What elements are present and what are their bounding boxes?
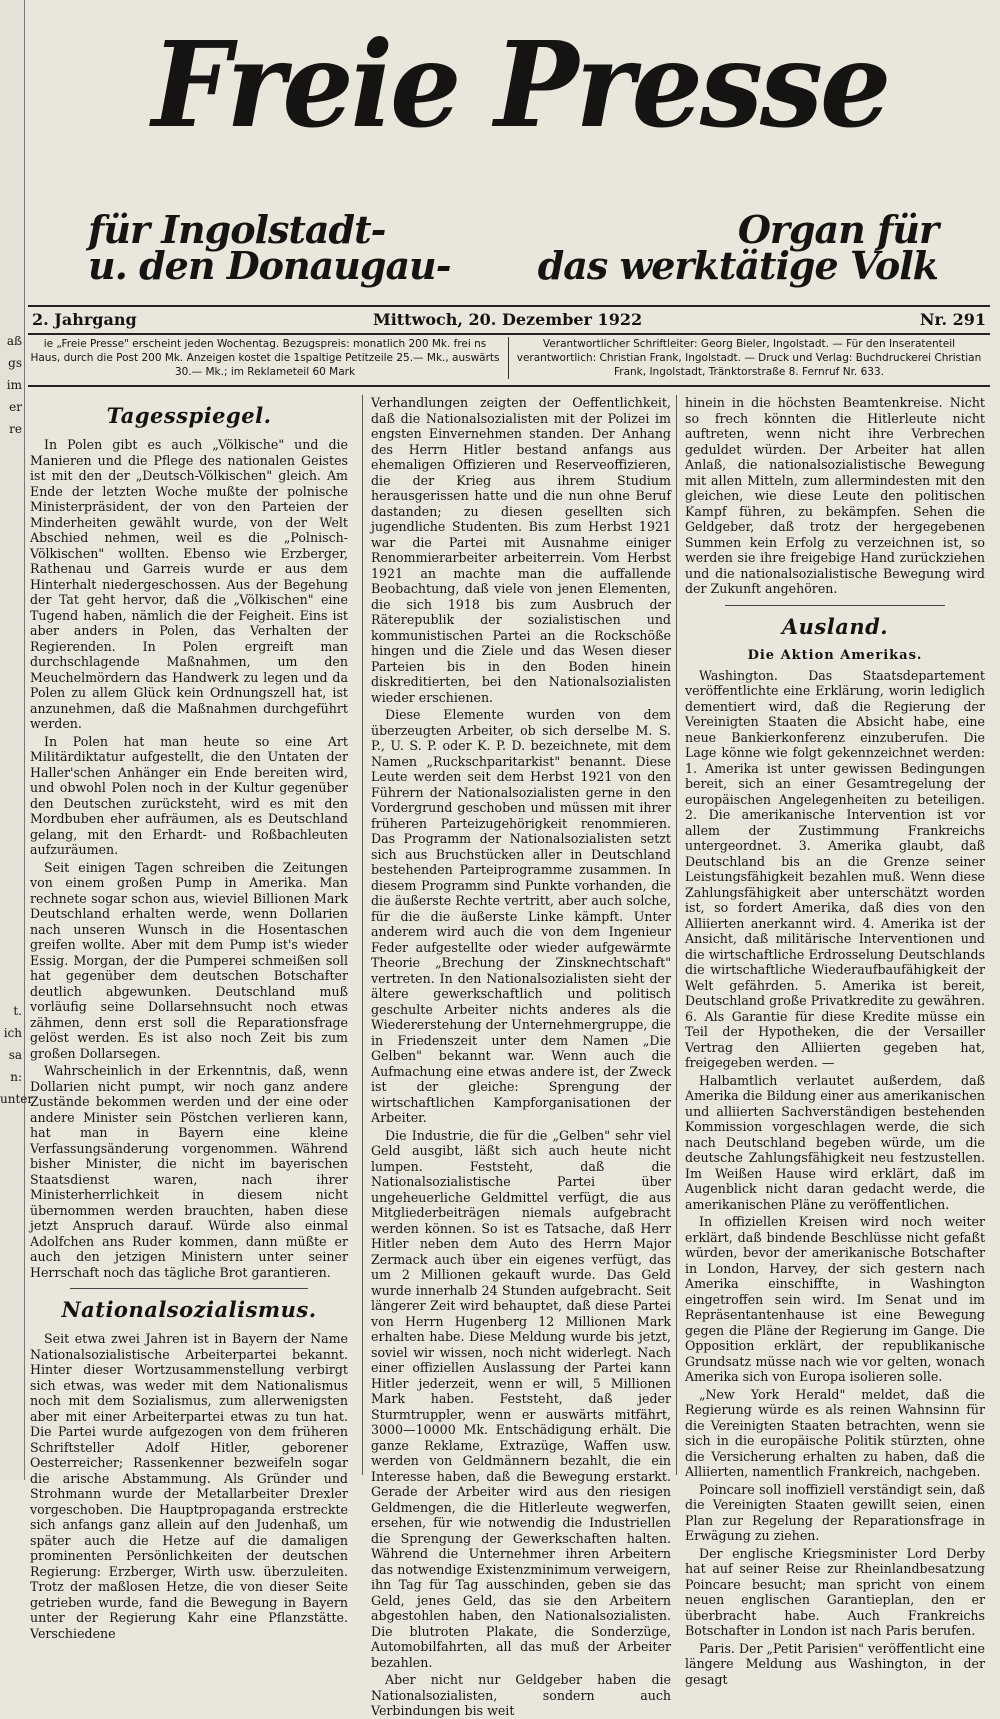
- section-heading-tagesspiegel: Tagesspiegel.: [106, 403, 272, 428]
- section-divider: [725, 605, 945, 606]
- article-paragraph: Aber nicht nur Geldgeber haben die Nationalsozialisten, sondern auch Verbindungen bis weit: [371, 1672, 671, 1718]
- section-heading-ausland: Ausland.: [781, 613, 889, 639]
- article-paragraph: „New York Herald" meldet, daß die Regierung würde es als reinen Wahnsinn für die Vereinigten Staaten betrachten, wenn sie sich in die europäische Politik stürzten, ohne die Versicherung erhalten zu haben, daß die Alliierten, namentlich Frankreich, nachgeben.: [685, 1386, 985, 1479]
- edge-fragment: n:: [10, 1070, 22, 1084]
- article-paragraph: Seit einigen Tagen schreiben die Zeitungen von einem großen Pump in Amerika. Man rechnete sogar schon aus, wieviel Billionen Mark Deutschland erhalten werde, wenn Dollarien nach unseren Wunsch in die Hosentaschen greifen wollte. Aber mit dem Pump ist's wieder Essig. Morgan, der die Pumperei schmeißen soll hat gegenüber dem deutschen Botschafter deutlich abgewunken. Deutschland muß vorläufig seine Dollarsehnsucht noch etwas zähmen, denn erst soll die Reparationsfrage gelöst werden. Es ist also noch Zeit bis zum großen Dollarsegen.: [30, 859, 348, 1061]
- publisher-info: Verantwortlicher Schriftleiter: Georg Bieler, Ingolstadt. — Für den Inseratenteil verantwortlich: Christian Frank, Ingolstadt. — Druck und Verlag: Buchdruckerei Christian Frank, Ingolstadt, Tränktorstraße 8. Fernruf Nr. 633.: [508, 337, 989, 379]
- edge-fragment: ich: [3, 1026, 22, 1040]
- subscription-info: ie „Freie Presse" erscheint jeden Wochentag. Bezugspreis: monatlich 200 Mk. frei ns Haus, durch die Post 200 Mk. Anzeigen kostet die 1spaltige Petitzeile 25.— Mk., auswärts 30.— Mk.; im Reklameteil 60 Mark: [30, 338, 500, 378]
- article-paragraph: Paris. Der „Petit Parisien" veröffentlicht eine längere Meldung aus Washington, in der gesagt: [685, 1640, 985, 1687]
- article-paragraph: Wahrscheinlich in der Erkenntnis, daß, wenn Dollarien nicht pumpt, wir noch ganz andere Zustände bekommen werden und der eine oder andere Minister sein Pöstchen verlieren kann, hat man in Bayern eine kleine Verfassungsänderung vorgenommen. Während bisher Minister, die nicht im bayerischen Staatsdienst waren, nach ihrer Ministerherrlichkeit in diesem nicht übernommen werden brauchten, haben diese jetzt Anspruch darauf. Würde also einmal Adolfchen ans Ruder kommen, dann müßte er auch den jetzigen Ministern unter seiner Herrschaft noch das tägliche Brot garantieren.: [30, 1063, 348, 1280]
- article-paragraph: hinein in die höchsten Beamtenkreise. Nicht so frech könnten die Hitlerleute nicht auftreten, wenn nicht ihre Verbrechen geduldet würden. Der Arbeiter hat allen Anlaß, die nationalsozialistische Bewegung mit allen Mitteln, zum allermindesten mit den gleichen, wie diese Leute den politischen Kampf führen, zu bekämpfen. Sehen die Geldgeber, daß trotz der hergegebenen Summen kein Erfolg zu verzeichnen ist, so werden sie ihre freigebige Hand zurückziehen und die nationalsozialistische Bewegung wird der Zukunft angehören.: [685, 395, 985, 596]
- edge-fragment: sa: [8, 1048, 22, 1062]
- edge-fragment: er: [9, 400, 22, 414]
- edge-fragment: im: [6, 378, 22, 392]
- edge-fragment: re: [9, 422, 22, 436]
- article-paragraph: Halbamtlich verlautet außerdem, daß Amerika die Bildung einer aus amerikanischen und alliierten Sachverständigen bestehenden Kommission vorgeschlagen werde, die sich nach Deutschland begeben würde, um die deutsche Zahlungsfähigkeit neu festzustellen. Im Weißen Hause wird erklärt, daß im Augenblick nicht daran gedacht werde, die amerikanischen Pläne zu veröffentlichen.: [685, 1072, 985, 1212]
- column-1: [30, 395, 348, 1641]
- header-rule: [28, 385, 990, 387]
- article-paragraph: Poincare soll inoffiziell verständigt sein, daß die Vereinigten Staaten gewillt seien, einen Plan zur Regelung der Reparationsfrage in Erwägung zu ziehen.: [685, 1481, 985, 1543]
- subtitle-left-line-1: für Ingolstadt-: [88, 207, 386, 252]
- edge-fragment: t.: [13, 1004, 22, 1018]
- masthead-title: Freie Presse: [151, 16, 889, 155]
- section-heading-nationalsozialismus: Nationalsozialismus.: [61, 1297, 317, 1322]
- masthead-subtitle-left: [88, 207, 508, 288]
- article-paragraph: In Polen gibt es auch „Völkische" und die Manieren und die Pflege des nationalen Geistes ist mit den der „Deutsch-Völkischen" gleich. Am Ende der letzten Woche mußte der polnische Ministerpräsident, der von den Parteien der Minderheiten gewählt wurde, von der Welt Abschied nehmen, weil es die „Polnisch-Völkischen" wollten. Ebenso wie Erzberger, Rathenau und Garreis wurde er aus dem Hinterhalt niedergeschossen. Aus der Begehung der Tat geht hervor, daß die „Völkischen" eine Tugend haben, nämlich die der Feigheit. Eins ist aber anders in Polen, das Verhalten der Regierenden. In Polen ergreift man durchschlagende Maßnahmen, um den Meuchelmördern das Handwerk zu legen und da Polen zu allem Glück kein Ordnungszell hat, ist anzunehmen, daß die Maßnahmen durchgeführt werden.: [30, 437, 348, 731]
- dateline-bar: [28, 305, 990, 335]
- article-paragraph: Die Industrie, die für die „Gelben" sehr viel Geld ausgibt, läßt sich auch heute nicht lumpen. Feststeht, daß die Nationalsozialistische Partei über ungeheuerliche Geldmittel verfügt, die aus Mitgliederbeiträgen niemals aufgebracht werden können. So ist es Tatsache, daß Herr Hitler neben dem Auto des Herrn Major Zermack auch über ein eigenes verfügt, das um 2 Millionen gekauft wurde. Das Geld wurde innerhalb 24 Stunden aufgebracht. Seit längerer Zeit wird behauptet, daß diese Partei von Herrn Hugenberg 12 Millionen Mark erhalten habe. Diese Meldung wurde bis jetzt, soviel wir wissen, noch nicht widerlegt. Nach einer offiziellen Auslassung der Partei kann Hitler jederzeit, wenn er will, 5 Millionen Mark haben. Feststeht, daß jeder Sturmtruppler, wenn er auswärts mitfährt, 3000—10000 Mk. Entschädigung erhält. Die ganze Reklame, Extrazüge, Waffen usw. werden von Geldmännern bezahlt, die ein Interesse haben, daß die Bewegung erstarkt. Gerade der Arbeiter wird aus den riesigen Geldmengen, die die Hitlerleute wegwerfen, ersehen, für wie notwendig die Industriellen die Sprengung der Gewerkschaften halten. Während die Unternehmer ihren Arbeitern das notwendige Existenzminimum verweigern, ihn Tag für Tag ausschinden, geben sie das Geld, jenes Geld, das sie den Arbeitern abgestohlen haben, den Nationalsozialisten. Die blutroten Plakate, die Sonderzüge, Automobilfahrten, all das muß der Arbeiter bezahlen.: [371, 1127, 671, 1670]
- section-divider: [70, 1288, 308, 1289]
- article-paragraph: Washington. Das Staatsdepartement veröffentlichte eine Erklärung, worin lediglich dementiert wird, daß die Regierung der Vereinigten Staaten die Absicht habe, eine neue Bankierkonferenz einzuberufen. Die Lage könne wie folgt gekennzeichnet werden: 1. Amerika ist unter gewissen Bedingungen bereit, sich an einer Gesamtregelung der europäischen Angelegenheiten zu beteiligen. 2. Die amerikanische Intervention ist vor allem der Zustimmung Frankreichs untergeordnet. 3. Amerika glaubt, daß Deutschland bis an die Grenze seiner Leistungsfähigkeit bezahlen muß. Wenn diese Zahlungsfähigkeit aber unterschätzt worden ist, so fordert Amerika, daß dies von den Alliierten anerkannt wird. 4. Amerika ist der Ansicht, daß militärische Interventionen und die wirtschaftliche Erdrosselung Deutschlands die wirtschaftliche Wiederaufbaufähigkeit der Welt gefährden. 5. Amerika ist bereit, Deutschland große Privatkredite zu gewähren. 6. Als Garantie für diese Kredite müsse ein Teil der Hypotheken, die der Versailler Vertrag den Alliierten gegeben hat, freigegeben werden. —: [685, 667, 985, 1070]
- adjacent-page-edge: [0, 0, 34, 1480]
- edge-fragment: unter: [0, 1092, 34, 1106]
- volume-label: 2. Jahrgang: [32, 310, 137, 329]
- column-3: [676, 395, 985, 1687]
- subtitle-left-line-2: u. den Donaugau-: [88, 243, 451, 288]
- article-paragraph: Diese Elemente wurden von dem überzeugten Arbeiter, ob sich derselbe M. S. P., U. S. P. oder K. P. D. bezeichnete, mit dem Namen „Ruckschparitarkist" benannt. Diese Leute werden seit dem Herbst 1921 von den Führern der Nationalsozialisten gerne in den Vordergrund geschoben und müssen mit ihrer früheren Parteizugehörigkeit renommieren. Das Programm der Nationalsozialisten setzt sich aus Bruchstücken aller in Deutschland bestehenden Parteiprogramme zusammen. In diesem Programm sind Punkte vorhanden, die die äußerste Rechte vertritt, aber auch solche, für die die äußerste Linke kämpft. Unter anderem wird auch die von dem Ingenieur Feder aufgestellte oder wieder aufgewärmte Theorie „Brechung der Zinsknechtschaft" vertreten. In den Nationalsozialisten sieht der ältere gewerkschaftlich und politisch geschulte Arbeiter nichts anderes als die Wiedererstehung der Unternehmergruppe, die in Friedenszeit unter dem Namen „Die Gelben" bekannt war. Wenn auch die Aufmachung eine etwas andere ist, der Zweck ist der gleiche: Sprengung der wirtschaftlichen Kampforganisationen der Arbeiter.: [371, 707, 671, 1125]
- article-paragraph: Der englische Kriegsminister Lord Derby hat auf seiner Reise zur Rheinlandbesatzung Poincare besucht; man spricht von einem neuen englischen Garantieplan, den er überbracht habe. Auch Frankreichs Botschafter in London ist nach Paris berufen.: [685, 1545, 985, 1638]
- issue-date: Mittwoch, 20. Dezember 1922: [373, 310, 643, 329]
- column-2: [362, 395, 671, 1718]
- subheading-aktion-amerikas: Die Aktion Amerikas.: [747, 647, 923, 663]
- issue-number: Nr. 291: [919, 310, 986, 329]
- subtitle-right-line-1: Organ für: [737, 207, 938, 252]
- article-paragraph: Seit etwa zwei Jahren ist in Bayern der Name Nationalsozialistische Arbeiterpartei bekannt. Hinter dieser Wortzusammenstellung verbirgt sich etwas, was weder mit dem Nationalismus noch mit dem Sozialismus, zum allerwenigsten aber mit einer Arbeiterpartei etwas zu tun hat. Die Partei wurde aufgezogen von dem früheren Schriftsteller Adolf Hitler, geborener Oesterreicher; Rassenkenner bezweifeln sogar die arische Abstammung. Als Gründer und Strohmann wurde der Metallarbeiter Drexler vorgeschoben. Die Hauptpropaganda erstreckte sich anfangs ganz allein auf den Judenhaß, um später auch die Hetze auf die damaligen prominenten Persönlichkeiten der deutschen Regierung: Erzberger, Wirth usw. überzuleiten. Trotz der maßlosen Hetze, die von dieser Seite getrieben wurde, fand die Bewegung in Bayern unter der Regierung Kahr eine Pflanzstätte. Verschiedene: [30, 1331, 348, 1641]
- subtitle-right-line-2: das werktätige Volk: [537, 243, 938, 288]
- article-paragraph: Verhandlungen zeigten der Oeffentlichkeit, daß die Nationalsozialisten mit der Polizei im engsten Einvernehmen standen. Der Anhang des Herrn Hitler bestand anfangs aus ehemaligen Offizieren und Reserveoffizieren, die der Krieg aus ihrem Studium herausgerissen hatte und die nun ohne Beruf dastanden; zu diesen gesellten sich jugendliche Studenten. Bis zum Herbst 1921 war die Partei mit Ausnahme einiger Renommierarbeiter arbeiterrein. Vom Herbst 1921 an machte man die auffallende Beobachtung, daß viele von jenen Elementen, die sich 1918 bis zum Ausbruch der Räterepublik der sozialistischen und kommunistischen Partei an die Rockschöße hingen und die Ziele und das Wesen dieser Parteien bis in den Boden hinein diskreditierten, bei den Nationalsozialisten wieder erschienen.: [371, 395, 671, 705]
- article-paragraph: In Polen hat man heute so eine Art Militärdiktatur aufgestellt, die den Untaten der Haller'schen Anhänger ein Ende bereiten wird, und obwohl Polen noch in der Kultur gegenüber den Deutschen zurücksteht, wird es mit den Mordbuben eher aufräumen, als es Deutschland gelang, mit den Erhardt- und Roßbachleuten aufzuräumen.: [30, 733, 348, 857]
- article-paragraph: In offiziellen Kreisen wird noch weiter erklärt, daß bindende Beschlüsse nicht gefaßt würden, bevor der amerikanische Botschafter in London, Harvey, der sich gestern nach Amerika einschiffte, in Washington eingetroffen sein wird. Im Senat und im Repräsentantenhause ist eine Bewegung gegen die Pläne der Regierung im Gange. Die Opposition erklärt, der republikanische Grundsatz müsse nach wie vor gelten, wonach Amerika sich von Europa isolieren solle.: [685, 1214, 985, 1384]
- edge-fragment: aß: [6, 334, 22, 348]
- masthead-subtitle-right: [508, 207, 938, 288]
- edge-fragment: gs: [8, 356, 22, 370]
